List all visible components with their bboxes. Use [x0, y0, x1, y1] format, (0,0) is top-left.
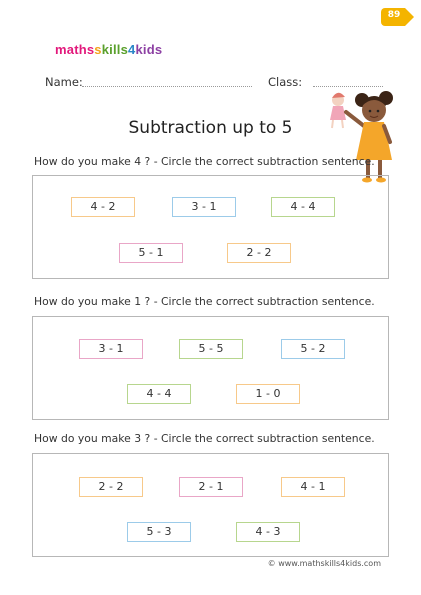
question-1: How do you make 4 ? - Circle the correct subtraction sentence. — [34, 155, 375, 168]
class-label: Class: — [268, 75, 303, 89]
name-label: Name: — [45, 75, 83, 89]
worksheet-title: Subtraction up to 5 — [128, 118, 293, 138]
answer-panel-2 — [32, 316, 389, 420]
option-1-3[interactable]: 4 - 4 — [271, 197, 335, 217]
option-1-1[interactable]: 4 - 2 — [71, 197, 135, 217]
question-2: How do you make 1 ? - Circle the correct subtraction sentence. — [34, 295, 375, 308]
option-3-4[interactable]: 5 - 3 — [127, 522, 191, 542]
option-2-5[interactable]: 1 - 0 — [236, 384, 300, 404]
option-1-5[interactable]: 2 - 2 — [227, 243, 291, 263]
answer-panel-1 — [32, 175, 389, 279]
option-2-4[interactable]: 4 - 4 — [127, 384, 191, 404]
logo-kids: kids — [135, 42, 163, 57]
option-3-2[interactable]: 2 - 1 — [179, 477, 243, 497]
page-number: 89 — [387, 10, 401, 20]
option-3-1[interactable]: 2 - 2 — [79, 477, 143, 497]
page-badge-arrow — [405, 8, 414, 26]
option-2-3[interactable]: 5 - 2 — [281, 339, 345, 359]
option-3-3[interactable]: 4 - 1 — [281, 477, 345, 497]
footer-copyright: © www.mathskills4kids.com — [267, 559, 381, 568]
answer-panel-3 — [32, 453, 389, 557]
logo-maths: maths — [55, 42, 95, 57]
name-field[interactable] — [82, 86, 252, 87]
question-3: How do you make 3 ? - Circle the correct subtraction sentence. — [34, 432, 375, 445]
logo-four: 4 — [128, 42, 136, 57]
logo-kills: kills — [101, 42, 129, 57]
option-1-2[interactable]: 3 - 1 — [172, 197, 236, 217]
option-3-5[interactable]: 4 - 3 — [236, 522, 300, 542]
option-2-1[interactable]: 3 - 1 — [79, 339, 143, 359]
site-logo: mathsskills4kids — [55, 42, 163, 57]
option-2-2[interactable]: 5 - 5 — [179, 339, 243, 359]
option-1-4[interactable]: 5 - 1 — [119, 243, 183, 263]
